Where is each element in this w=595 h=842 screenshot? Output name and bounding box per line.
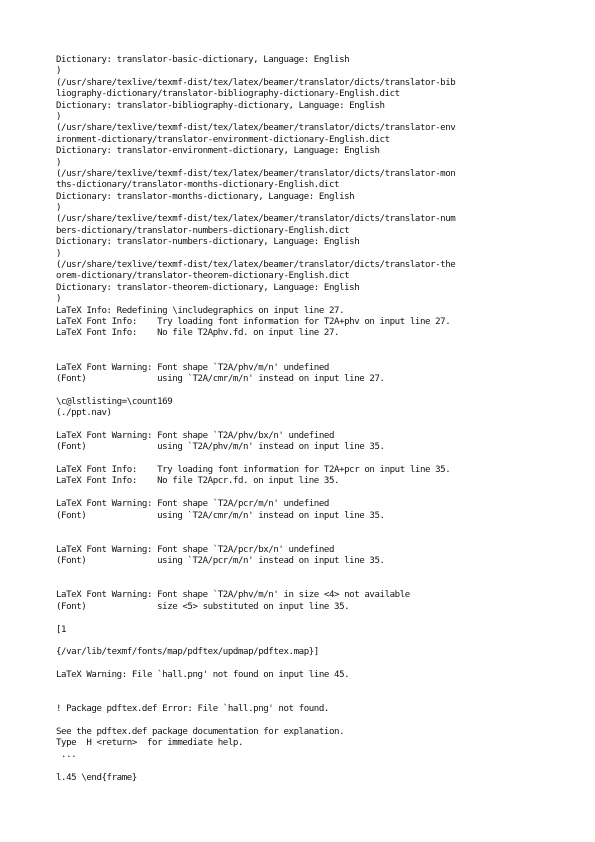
log-line: (./ppt.nav) — [56, 408, 112, 419]
log-line — [56, 568, 536, 579]
log-line: orem-dictionary/translator-theorem-dictionary-English.dict — [56, 271, 350, 282]
log-line: ) — [56, 157, 62, 168]
log-line: LaTeX Font Warning: Font shape `T2A/phv/m/n' in size <4> not available — [56, 590, 410, 601]
log-line: (/usr/share/texlive/texmf-dist/tex/latex/beamer/translator/dicts/translator-bib — [56, 77, 456, 88]
log-line: (Font) size <5> substituted on input line 35. — [56, 601, 350, 612]
log-line: ) — [56, 66, 62, 77]
log-line: (/usr/share/texlive/texmf-dist/tex/latex/beamer/translator/dicts/translator-mon — [56, 168, 456, 179]
log-line: LaTeX Font Warning: Font shape `T2A/phv/bx/n' undefined — [56, 430, 335, 441]
log-line: LaTeX Warning: File `hall.png' not found on input line 45. — [56, 670, 350, 681]
log-line: LaTeX Font Info: Try loading font information for T2A+phv on input line 27. — [56, 316, 451, 327]
log-line: LaTeX Font Warning: Font shape `T2A/pcr/m/n' undefined — [56, 499, 329, 510]
log-line: (Font) using `T2A/cmr/m/n' instead on input line 35. — [56, 510, 385, 521]
log-line: Dictionary: translator-months-dictionary, Language: English — [56, 191, 355, 202]
log-line: ) — [56, 111, 62, 122]
log-line: bers-dictionary/translator-numbers-dictionary-English.dict — [56, 225, 350, 236]
log-line: LaTeX Font Info: Try loading font information for T2A+pcr on input line 35. — [56, 465, 451, 476]
log-line: LaTeX Info: Redefining \includegraphics on input line 27. — [56, 305, 345, 316]
log-line: (Font) using `T2A/cmr/m/n' instead on input line 27. — [56, 373, 385, 384]
log-line — [56, 716, 536, 727]
log-line: Dictionary: translator-theorem-dictionary, Language: English — [56, 282, 360, 293]
log-line — [56, 659, 536, 670]
log-line: ironment-dictionary/translator-environment-dictionary-English.dict — [56, 134, 390, 145]
log-line — [56, 488, 536, 499]
log-line — [56, 420, 536, 431]
log-line: LaTeX Font Warning: Font shape `T2A/phv/m/n' undefined — [56, 362, 329, 373]
log-line: (Font) using `T2A/pcr/m/n' instead on input line 35. — [56, 556, 385, 567]
log-line — [56, 351, 536, 362]
log-line — [56, 693, 536, 704]
log-line: \c@lstlisting=\count169 — [56, 396, 173, 407]
log-line — [56, 340, 536, 351]
log-line: (/usr/share/texlive/texmf-dist/tex/latex/beamer/translator/dicts/translator-env — [56, 123, 456, 134]
log-line: Dictionary: translator-environment-dictionary, Language: English — [56, 146, 380, 157]
log-line: Dictionary: translator-basic-dictionary, Language: English — [56, 55, 350, 65]
log-line: ) — [56, 203, 62, 214]
log-line: LaTeX Font Info: No file T2Aphv.fd. on input line 27. — [56, 328, 340, 339]
log-line: l.45 \end{frame} — [56, 772, 137, 783]
log-line — [56, 454, 536, 465]
log-line: ths-dictionary/translator-months-dictionary-English.dict — [56, 180, 340, 191]
log-line: (/usr/share/texlive/texmf-dist/tex/latex/beamer/translator/dicts/translator-the — [56, 260, 456, 271]
log-line: (Font) using `T2A/phv/m/n' instead on input line 35. — [56, 442, 385, 453]
log-line: ) — [56, 248, 62, 259]
log-line: liography-dictionary/translator-bibliography-dictionary-English.dict — [56, 89, 400, 100]
log-line: LaTeX Font Warning: Font shape `T2A/pcr/bx/n' undefined — [56, 544, 335, 555]
log-line — [56, 761, 536, 772]
log-line — [56, 522, 536, 533]
log-line: ) — [56, 294, 62, 305]
log-line: (/usr/share/texlive/texmf-dist/tex/latex/beamer/translator/dicts/translator-num — [56, 214, 456, 225]
log-line: LaTeX Font Info: No file T2Apcr.fd. on input line 35. — [56, 476, 340, 487]
log-line: ... — [56, 749, 77, 760]
log-line — [56, 579, 536, 590]
log-line: ! Package pdftex.def Error: File `hall.png' not found. — [56, 704, 329, 715]
log-line: Dictionary: translator-bibliography-dictionary, Language: English — [56, 100, 385, 111]
log-line — [56, 681, 536, 692]
log-line — [56, 613, 536, 624]
log-line — [56, 636, 536, 647]
log-line: See the pdftex.def package documentation for explanation. — [56, 727, 345, 738]
log-text-block — [56, 55, 536, 784]
log-line — [56, 533, 536, 544]
log-line: [1 — [56, 624, 67, 635]
log-line — [56, 385, 536, 396]
log-line: {/var/lib/texmf/fonts/map/pdftex/updmap/pdftex.map}] — [56, 647, 319, 658]
log-line: Type H <return> for immediate help. — [56, 738, 244, 749]
log-line: Dictionary: translator-numbers-dictionary, Language: English — [56, 237, 360, 248]
